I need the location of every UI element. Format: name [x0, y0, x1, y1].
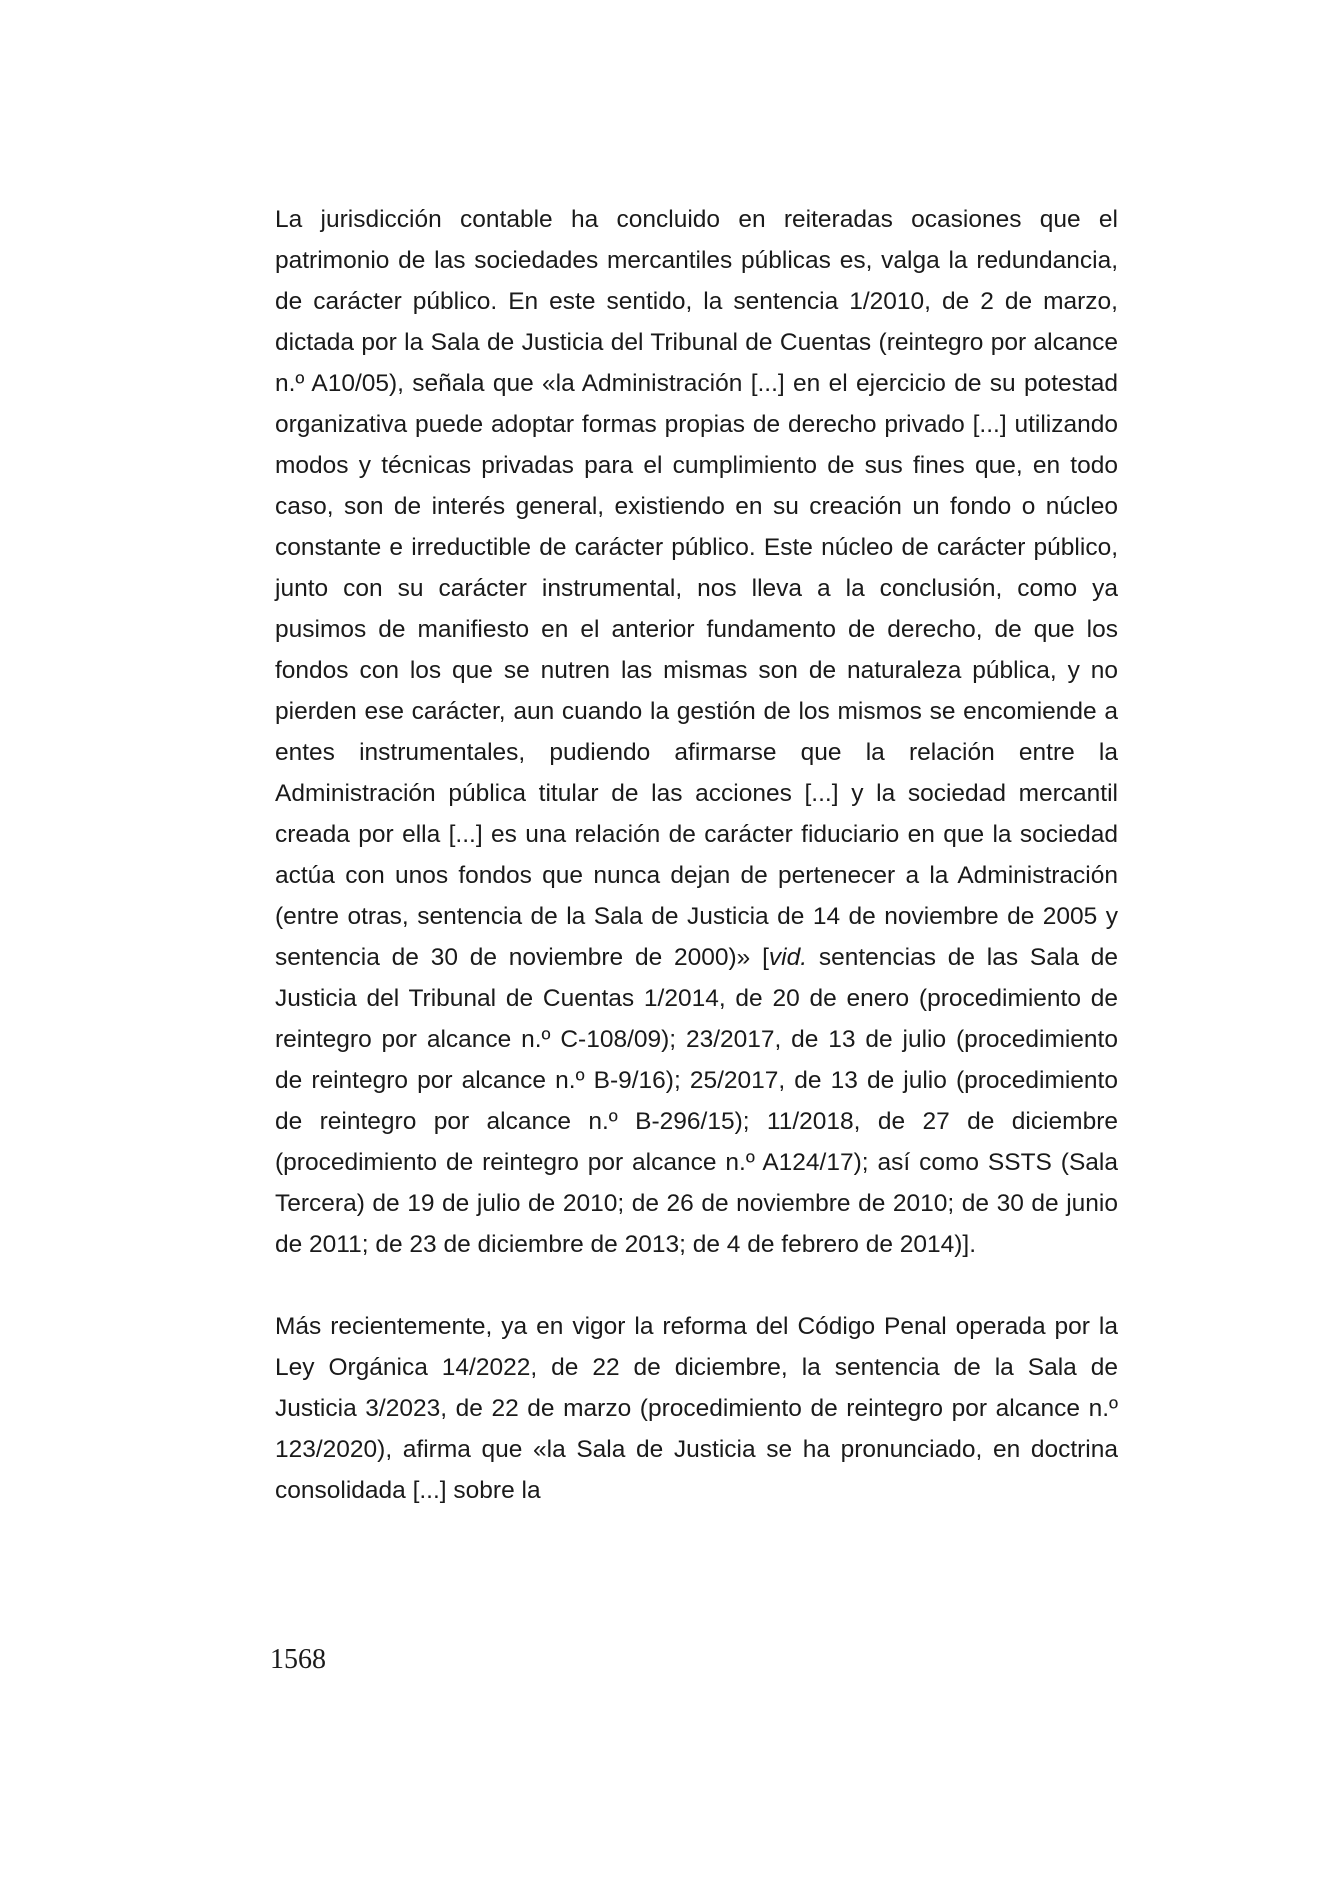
body-text: [275, 199, 1118, 1511]
page-number: 1568: [270, 1644, 326, 1675]
paragraph-1-italic-vid: vid.: [768, 944, 808, 971]
paragraph-2: Más recientemente, ya en vigor la reforma del Código Penal operada por la Ley Orgánica 14/2022, de 22 de diciembre, la sentencia de la Sala de Justicia 3/2023, de 22 de marzo (procedimiento de reintegro por alcance n.º 123/2020), afirma que «la Sala de Justicia se ha pronunciado, en doctrina consolidada [...] sobre la: [275, 1313, 1118, 1504]
paragraph-1-text-a: La jurisdicción contable ha concluido en reiteradas ocasiones que el patrimonio de las sociedades mercantiles públicas es, valga la redundancia, de carácter público. En este sentido, la sentencia 1/2010, de 2 de marzo, dictada por la Sala de Justicia del Tribunal de Cuentas (reintegro por alcance n.º A10/05), señala que «la Administración [...] en el ejercicio de su potestad organizativa puede adoptar formas propias de derecho privado [...] utilizando modos y técnicas privadas para el cumplimiento de sus fines que, en todo caso, son de interés general, existiendo en su creación un fondo o núcleo constante e irreductible de carácter público. Este núcleo de carácter público, junto con su carácter instrumental, nos lleva a la conclusión, como ya pusimos de manifiesto en el anterior fundamento de derecho, de que los fondos con los que se nutren las mismas son de naturaleza pública, y no pierden ese carácter, aun cuando la gestión de los mismos se encomiende a entes instrumentales, pudiendo afirmarse que la relación entre la Administración pública titular de las acciones [...] y la sociedad mercantil creada por ella [...] es una relación de carácter fiduciario en que la sociedad actúa con unos fondos que nunca dejan de pertenecer a la Administración (entre otras, sentencia de la Sala de Justicia de 14 de noviembre de 2005 y sentencia de 30 de noviembre de 2000)» [: [275, 206, 1118, 971]
paragraph-1-text-b: sentencias de las Sala de Justicia del Tribunal de Cuentas 1/2014, de 20 de enero (procedimiento de reintegro por alcance n.º C-108/09); 23/2017, de 13 de julio (procedimiento de reintegro por alcance n.º B-9/16); 25/2017, de 13 de julio (procedimiento de reintegro por alcance n.º B-296/15); 11/2018, de 27 de diciembre (procedimiento de reintegro por alcance n.º A124/17); así como SSTS (Sala Tercera) de 19 de julio de 2010; de 26 de noviembre de 2010; de 30 de junio de 2011; de 23 de diciembre de 2013; de 4 de febrero de 2014)].: [275, 944, 1118, 1258]
paragraph-1: [275, 199, 1118, 1265]
